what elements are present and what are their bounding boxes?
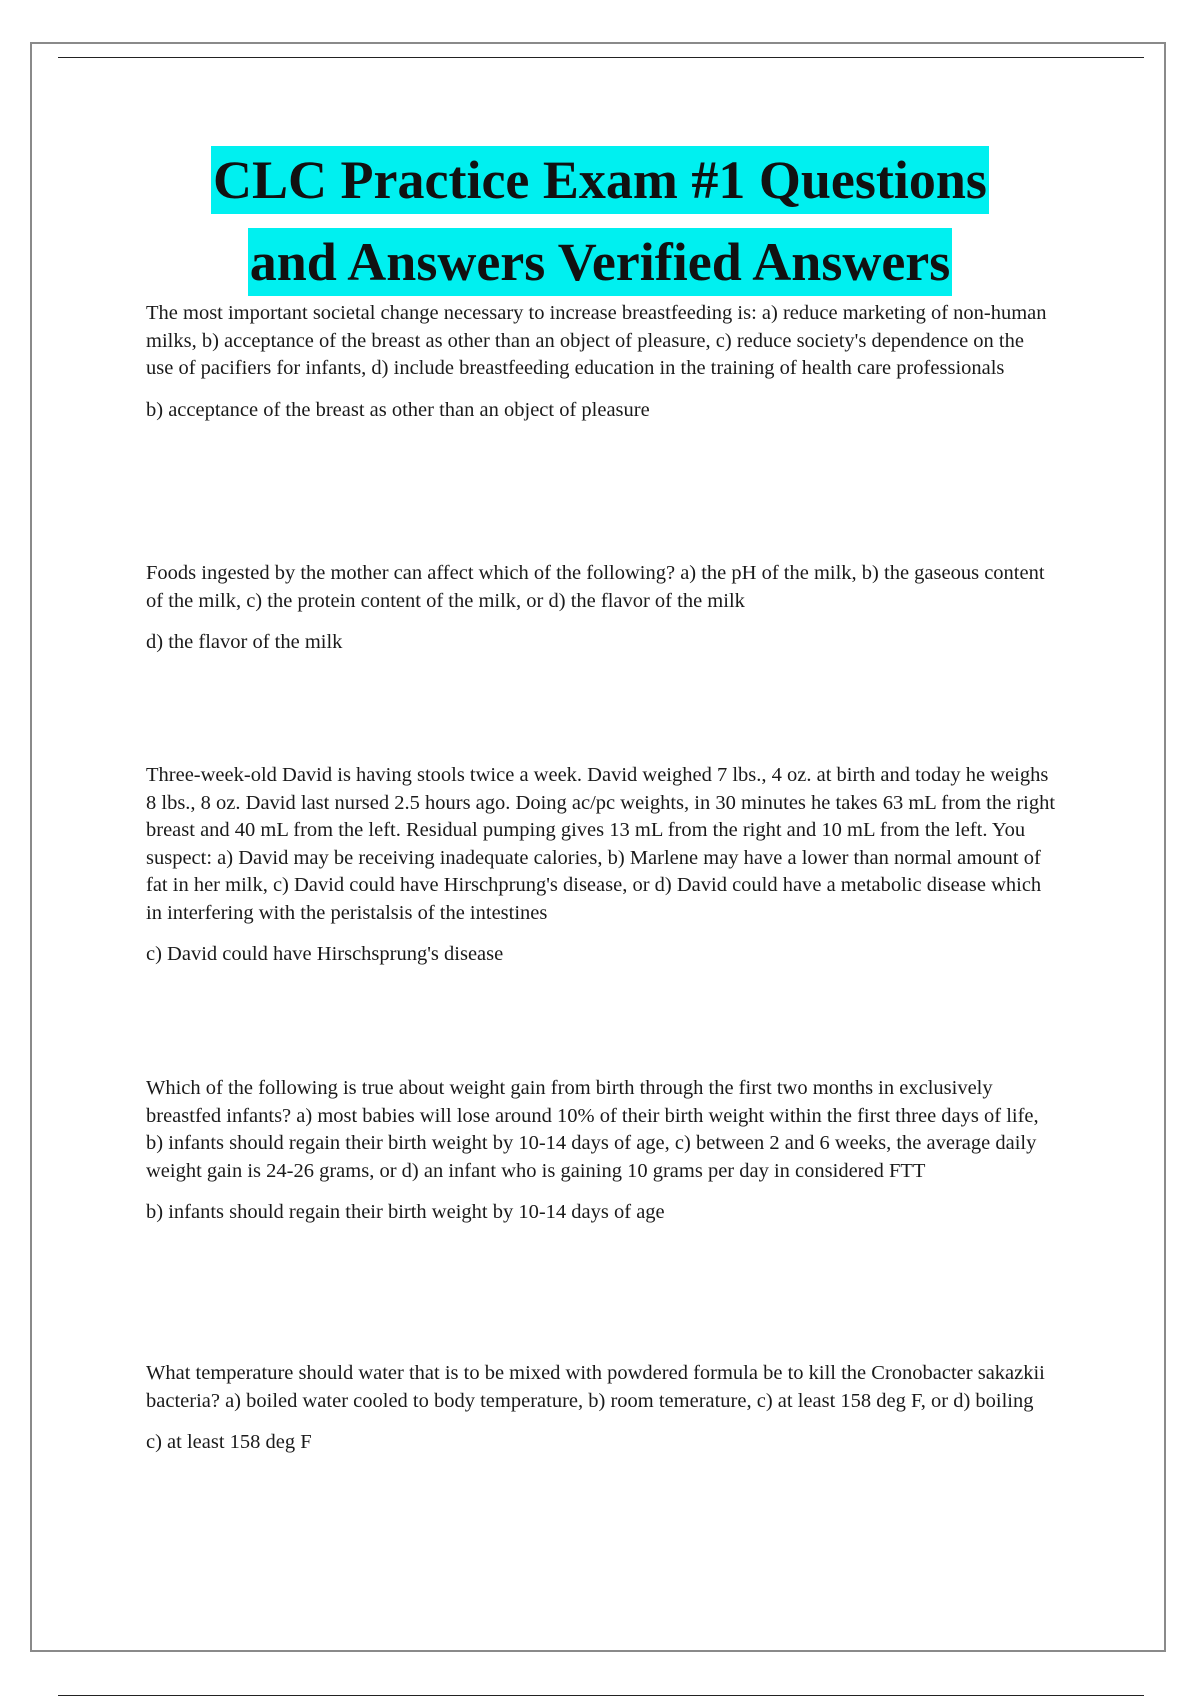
question-text: Which of the following is true about weight gain from birth through the first two months in exclusively breastfed infants? a) most babies will lose around 10% of their birth weight within the first three days of life, b) infants should regain their birth weight by 10-14 days of age, c) between 2 and 6 weeks, the average daily weight gain is 24-26 grams, or d) an infant who is gaining 10 grams per day in considered FTT — [146, 1077, 1039, 1182]
answer-text: c) David could have Hirschsprung's disease — [146, 943, 504, 965]
qa-item — [146, 1360, 1056, 1457]
qa-item — [146, 762, 1056, 969]
question-text: Foods ingested by the mother can affect which of the following? a) the pH of the milk, b) the gaseous content of the milk, c) the protein content of the milk, or d) the flavor of the milk — [146, 562, 1045, 612]
answer-text: b) infants should regain their birth weight by 10-14 days of age — [146, 1201, 665, 1223]
bottom-rule — [58, 1695, 1144, 1696]
question-text: What temperature should water that is to be mixed with powdered formula be to kill the Cronobacter sakazkii bacteria? a) boiled water cooled to body temperature, b) room temerature, c) at least 158 deg F, or d) boiling — [146, 1362, 1045, 1412]
answer-text: c) at least 158 deg F — [146, 1431, 312, 1453]
qa-item — [146, 300, 1056, 424]
question-text: Three-week-old David is having stools twice a week. David weighed 7 lbs., 4 oz. at birth and today he weighs 8 lbs., 8 oz. David last nursed 2.5 hours ago. Doing ac/pc weights, in 30 minutes he takes 63 mL from the right breast and 40 mL from the left. Residual pumping gives 13 mL from the right and 10 mL from the left. You suspect: a) David may be receiving inadequate calories, b) Marlene may have a lower than normal amount of fat in her milk, c) David could have Hirschprung's disease, or d) David could have a metabolic disease which in interfering with the peristalsis of the intestines — [146, 764, 1056, 924]
title-line-2: and Answers Verified Answers — [248, 228, 953, 296]
document-title — [0, 146, 1200, 310]
qa-item — [146, 560, 1056, 657]
title-line-1: CLC Practice Exam #1 Questions — [211, 146, 989, 214]
answer-text: d) the flavor of the milk — [146, 631, 343, 653]
answer-text: b) acceptance of the breast as other than an object of pleasure — [146, 398, 650, 421]
question-text: The most important societal change necessary to increase breastfeeding is: a) reduce marketing of non-human milks, b) acceptance of the breast as other than an object of pleasure, c) reduce society's dependence on the use of pacifiers for infants, d) include breastfeeding education in the training of health care professionals — [146, 302, 1047, 379]
qa-item — [146, 1075, 1056, 1227]
